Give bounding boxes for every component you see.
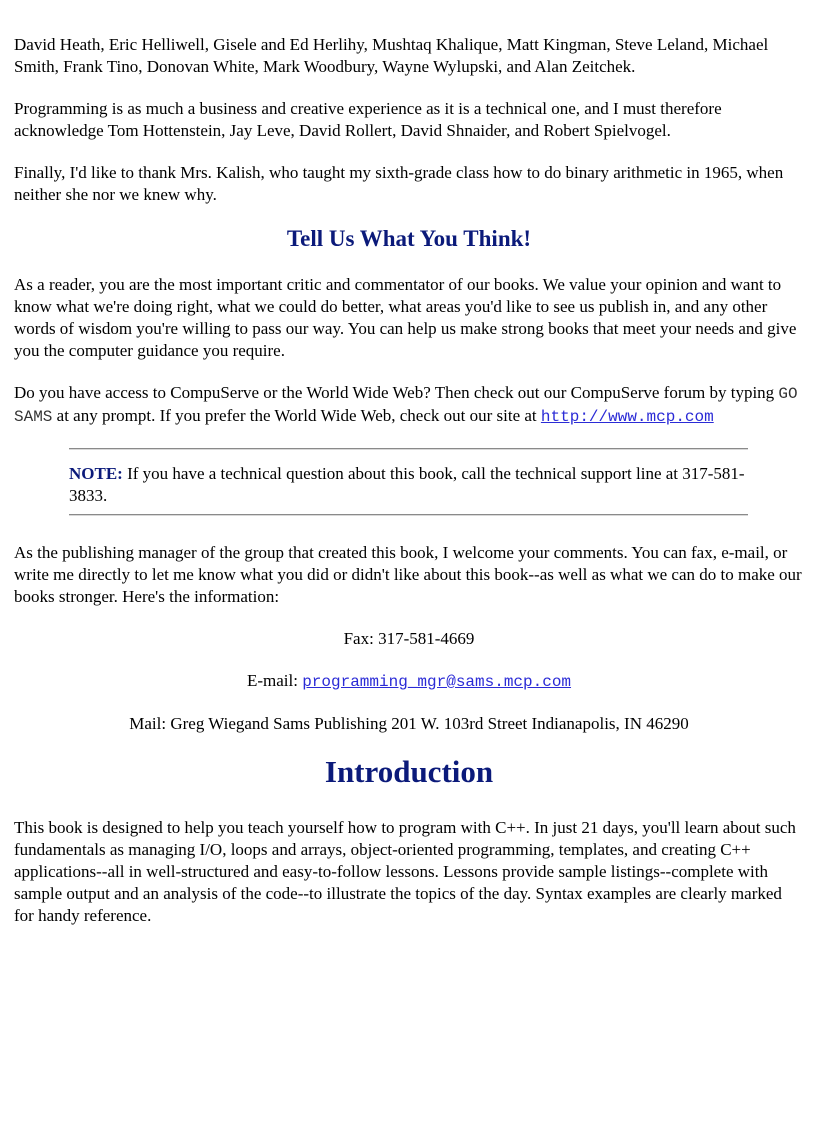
acknowledgments-business-paragraph: Programming is as much a business and creative experience as it is a technical one, and I must therefore acknowledge Tom Hottenstein, Jay Leve, David Rollert, David Shnaider, and Robert Spielvogel. (14, 99, 722, 140)
note-text: If you have a technical question about this book, call the technical support line at 317-581-3833. (69, 464, 745, 505)
mail-line: Mail: Greg Wiegand Sams Publishing 201 W. 103rd Street Indianapolis, IN 46290 (129, 714, 689, 733)
note-top-rule (69, 448, 748, 450)
note-box (69, 448, 748, 516)
note-content (69, 463, 748, 507)
introduction-heading: Introduction (324, 754, 494, 789)
web-access-paragraph (14, 382, 804, 428)
web-access-text-before: Do you have access to CompuServe or the World Wide Web? Then check out our CompuServe forum by typing (14, 383, 779, 402)
note-label: NOTE: (69, 464, 123, 483)
acknowledgments-names-paragraph: David Heath, Eric Helliwell, Gisele and Ed Herlihy, Mushtaq Khalique, Matt Kingman, Steve Leland, Michael Smith, Frank Tino, Donovan White, Mark Woodbury, Wayne Wylupski, and Alan Zeitchek. (14, 35, 769, 76)
fax-line: Fax: 317-581-4669 (343, 629, 475, 648)
note-bottom-rule (69, 514, 748, 516)
mcp-site-link[interactable]: http://www.mcp.com (540, 408, 714, 426)
introduction-paragraph: This book is designed to help you teach yourself how to program with C++. In just 21 days, you'll learn about such fundamentals as managing I/O, loops and arrays, object-oriented programming, templates, and creating C++ applications--all in well-structured and easy-to-follow lessons. Lessons provide sample listings--complete with sample output and an analysis of the code--to illustrate the topics of the day. Syntax examples are clearly marked for handy reference. (14, 818, 796, 925)
acknowledgments-final-paragraph: Finally, I'd like to thank Mrs. Kalish, who taught my sixth-grade class how to do binary arithmetic in 1965, when neither she nor we knew why. (14, 163, 784, 204)
email-link[interactable]: programming_mgr@sams.mcp.com (302, 673, 572, 691)
email-label: E-mail: (246, 671, 303, 690)
email-line (14, 670, 804, 693)
contact-paragraph: As the publishing manager of the group that created this book, I welcome your comments. You can fax, e-mail, or write me directly to let me know what you did or didn't like about this book--as well as what we can do to make our books stronger. Here's the information: (14, 543, 802, 606)
go-sams-code: GO SAMS (14, 385, 798, 426)
web-access-text-after: at any prompt. If you prefer the World Wide Web, check out our site at (52, 406, 541, 425)
tell-us-heading: Tell Us What You Think! (286, 226, 532, 251)
document-page (14, 34, 804, 947)
tell-us-paragraph: As a reader, you are the most important critic and commentator of our books. We value your opinion and want to know what we're doing right, what we could do better, what areas you'd like to see us publish in, and any other words of wisdom you're willing to pass our way. You can help us make strong books that meet your needs and give you the computer guidance you require. (14, 275, 797, 360)
